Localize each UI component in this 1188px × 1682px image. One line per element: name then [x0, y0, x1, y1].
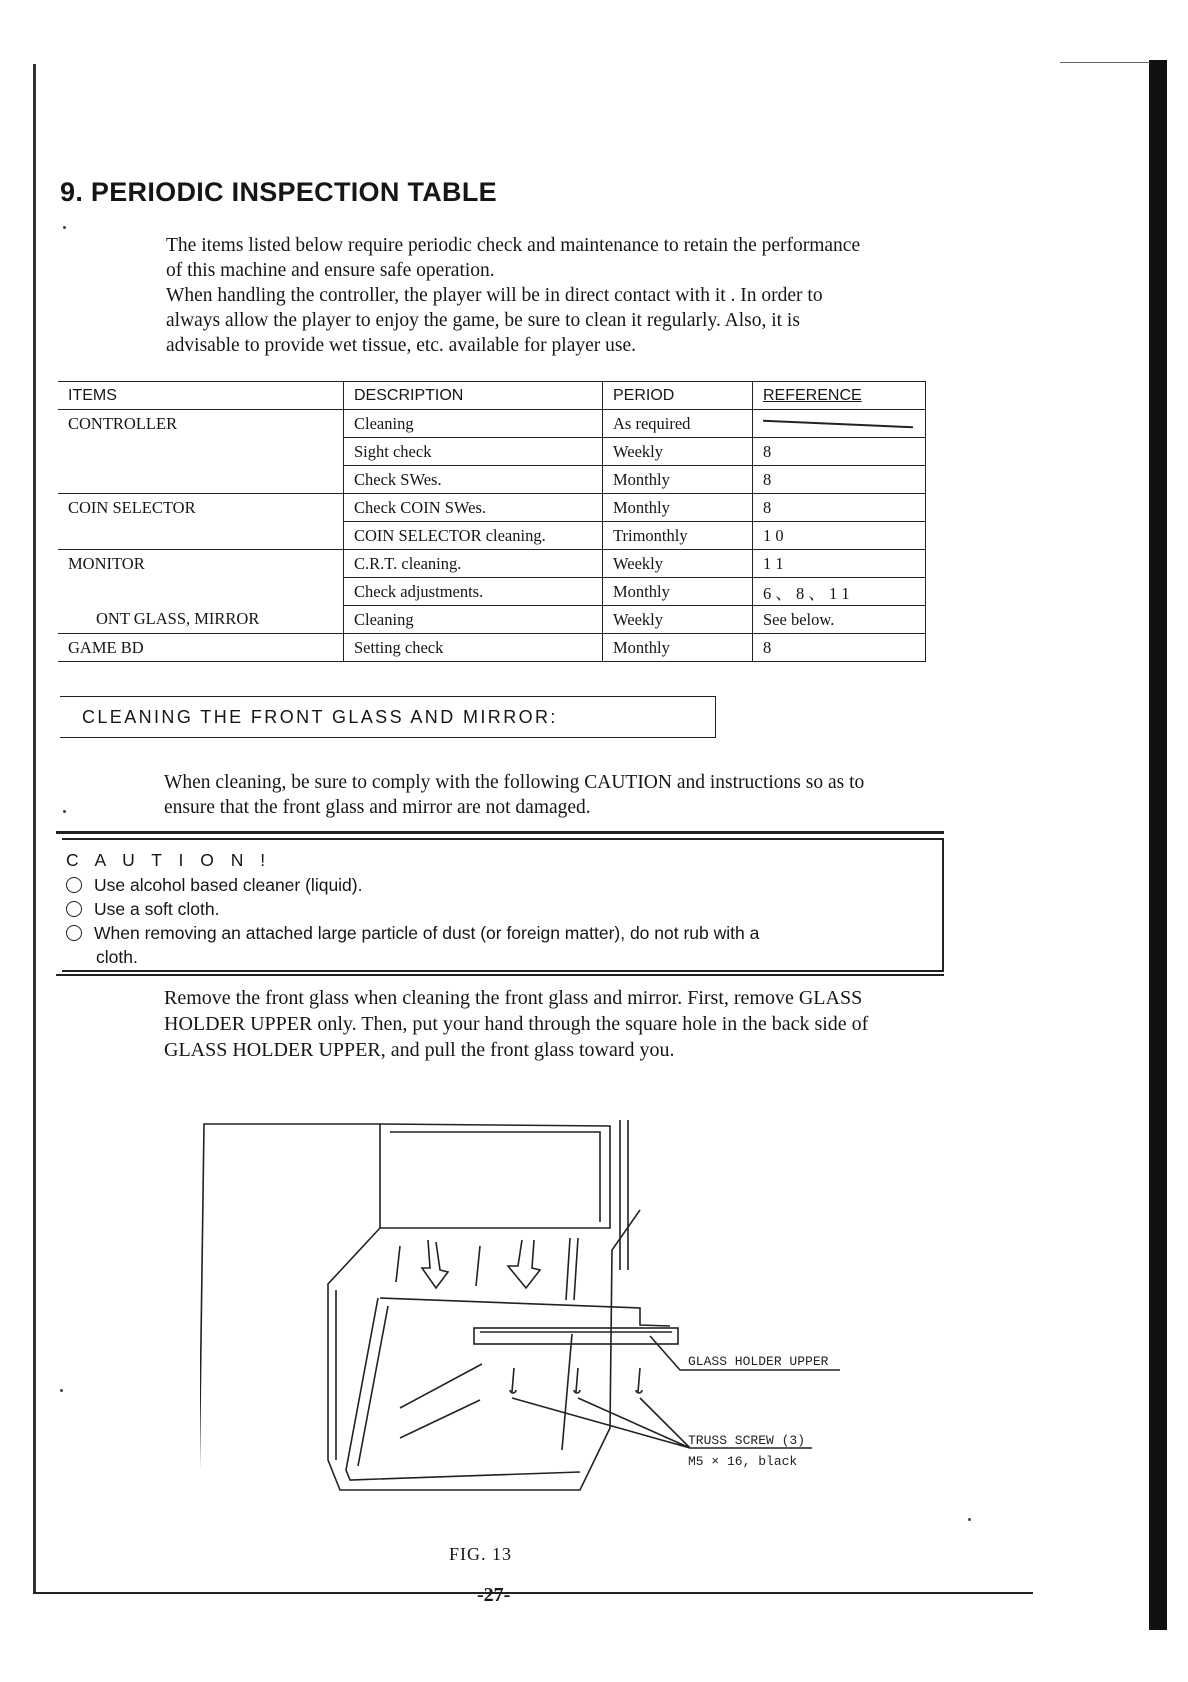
page-number: -27-	[477, 1584, 511, 1606]
header-items: ITEMS	[58, 382, 344, 410]
cell-description: Cleaning	[344, 410, 603, 438]
cell-reference: 8	[753, 438, 926, 466]
right-margin-bar	[1149, 60, 1167, 1630]
cleaning-intro-paragraph	[164, 770, 964, 820]
cell-period: Weekly	[603, 606, 753, 634]
scan-speck	[60, 1389, 63, 1392]
cell-reference: 1 1	[753, 550, 926, 578]
caution-top-rule	[56, 831, 944, 834]
cell-period: As required	[603, 410, 753, 438]
front-glass-inner	[358, 1306, 388, 1466]
cell-reference: 6 、 8 、 1 1	[753, 578, 926, 606]
monitor-hood	[380, 1124, 610, 1228]
mirror-edge	[562, 1334, 572, 1450]
cell-reference: See below.	[753, 606, 926, 634]
cell-description: Sight check	[344, 438, 603, 466]
cell-period: Monthly	[603, 578, 753, 606]
cleaning-section-heading	[60, 696, 716, 738]
label-truss-screw-spec: M5 × 16, black	[688, 1454, 798, 1469]
scan-speck	[63, 226, 66, 229]
cell-item: CONTROLLER	[68, 413, 178, 433]
table-row	[58, 522, 926, 550]
not-applicable-dash	[763, 419, 913, 428]
cell-item	[58, 438, 344, 466]
cell-reference: 8	[753, 494, 926, 522]
instructions-line: Remove the front glass when cleaning the front glass and mirror. First, remove GLASS	[164, 987, 863, 1009]
cell-period: Weekly	[603, 550, 753, 578]
bullet-circle-icon	[66, 877, 82, 893]
instructions-paragraph	[164, 985, 964, 1063]
table-row	[58, 438, 926, 466]
label-glass-holder-upper: GLASS HOLDER UPPER	[688, 1354, 829, 1369]
cell-description: Cleaning	[344, 606, 603, 634]
monitor-hood-inner	[390, 1132, 600, 1222]
front-glass-top	[380, 1298, 670, 1326]
cell-reference: 8	[753, 634, 926, 662]
caution-box	[62, 838, 944, 972]
cleaning-intro-line: ensure that the front glass and mirror are not damaged.	[164, 797, 591, 818]
front-glass-panel	[346, 1298, 580, 1480]
header-period: PERIOD	[603, 382, 753, 410]
cell-period: Monthly	[603, 466, 753, 494]
cell-period: Monthly	[603, 634, 753, 662]
cell-description: C.R.T. cleaning.	[344, 550, 603, 578]
cell-item	[58, 578, 344, 606]
table-row	[58, 606, 926, 634]
intro-line: always allow the player to enjoy the game, be sure to clean it regularly. Also, it is	[166, 310, 800, 331]
cell-period: Monthly	[603, 494, 753, 522]
cell-description: Check SWes.	[344, 466, 603, 494]
caution-item	[66, 875, 362, 896]
caution-bottom-rule	[56, 974, 944, 976]
truss-screw-icon	[636, 1368, 642, 1393]
caution-item-text: Use a soft cloth.	[94, 899, 220, 919]
truss-screw-icon	[510, 1368, 516, 1393]
left-margin-rule	[33, 64, 36, 1594]
bullet-circle-icon	[66, 901, 82, 917]
cell-reference-none	[753, 410, 926, 438]
side-panel-lines	[620, 1120, 628, 1270]
glass-holder-upper-bar	[474, 1328, 678, 1344]
glass-reflection-lines	[400, 1364, 482, 1438]
down-arrow-icon	[422, 1240, 448, 1288]
cell-item: GAME BD	[58, 634, 344, 662]
caution-item	[66, 923, 759, 944]
header-description: DESCRIPTION	[344, 382, 603, 410]
cell-reference: 8	[753, 466, 926, 494]
label-truss-screw: TRUSS SCREW (3)	[688, 1433, 806, 1448]
intro-line: When handling the controller, the player will be in direct contact with it . In order to	[166, 285, 823, 306]
instructions-line: HOLDER UPPER only. Then, put your hand through the square hole in the back side of	[164, 1013, 869, 1035]
top-right-mark	[1060, 62, 1150, 63]
caution-heading: C A U T I O N !	[66, 850, 272, 870]
caution-item-text: Use alcohol based cleaner (liquid).	[94, 875, 363, 895]
table-header-row	[58, 382, 926, 410]
cell-description: COIN SELECTOR cleaning.	[344, 522, 603, 550]
table-row	[58, 410, 926, 438]
intro-line: The items listed below require periodic check and maintenance to retain the performance	[166, 235, 861, 256]
table-row	[58, 578, 926, 606]
intro-line: of this machine and ensure safe operation.	[166, 260, 495, 281]
cabinet-bezel	[328, 1210, 640, 1490]
cell-item: MONITOR	[68, 553, 145, 573]
intro-paragraph	[166, 233, 966, 358]
scan-speck	[968, 1518, 971, 1521]
bottom-margin-rule	[33, 1592, 1033, 1594]
caution-item-text: When removing an attached large particle of dust (or foreign matter), do not rub with a	[94, 923, 760, 943]
cabinet-outline	[200, 1124, 252, 1485]
front-glass-removal-figure	[200, 1110, 920, 1510]
cell-description: Check COIN SWes.	[344, 494, 603, 522]
cell-reference: 1 0	[753, 522, 926, 550]
cell-period: Weekly	[603, 438, 753, 466]
caution-item	[66, 899, 219, 920]
inspection-table	[58, 381, 926, 662]
down-arrow-icon	[508, 1240, 540, 1288]
bullet-circle-icon	[66, 925, 82, 941]
caution-item-continuation: cloth.	[96, 947, 138, 967]
cell-item: COIN SELECTOR	[68, 497, 196, 517]
table-row	[58, 466, 926, 494]
figure-caption: FIG. 13	[449, 1544, 513, 1564]
cleaning-heading-text: CLEANING THE FRONT GLASS AND MIRROR:	[82, 707, 558, 727]
cell-item	[58, 522, 344, 550]
cell-description: Check adjustments.	[344, 578, 603, 606]
truss-screw-icon	[574, 1368, 580, 1393]
cell-item	[58, 466, 344, 494]
cell-description: Setting check	[344, 634, 603, 662]
table-row	[58, 494, 926, 522]
cell-item: ONT GLASS, MIRROR	[58, 606, 344, 634]
page-title: 9. PERIODIC INSPECTION TABLE	[60, 177, 497, 207]
cleaning-intro-line: When cleaning, be sure to comply with the following CAUTION and instructions so as to	[164, 772, 865, 793]
cell-period: Trimonthly	[603, 522, 753, 550]
table-row	[58, 550, 926, 578]
table-row	[58, 634, 926, 662]
scan-speck	[63, 810, 66, 813]
instructions-line: GLASS HOLDER UPPER, and pull the front glass toward you.	[164, 1039, 675, 1061]
header-reference: REFERENCE	[753, 382, 926, 410]
intro-line: advisable to provide wet tissue, etc. available for player use.	[166, 335, 636, 356]
